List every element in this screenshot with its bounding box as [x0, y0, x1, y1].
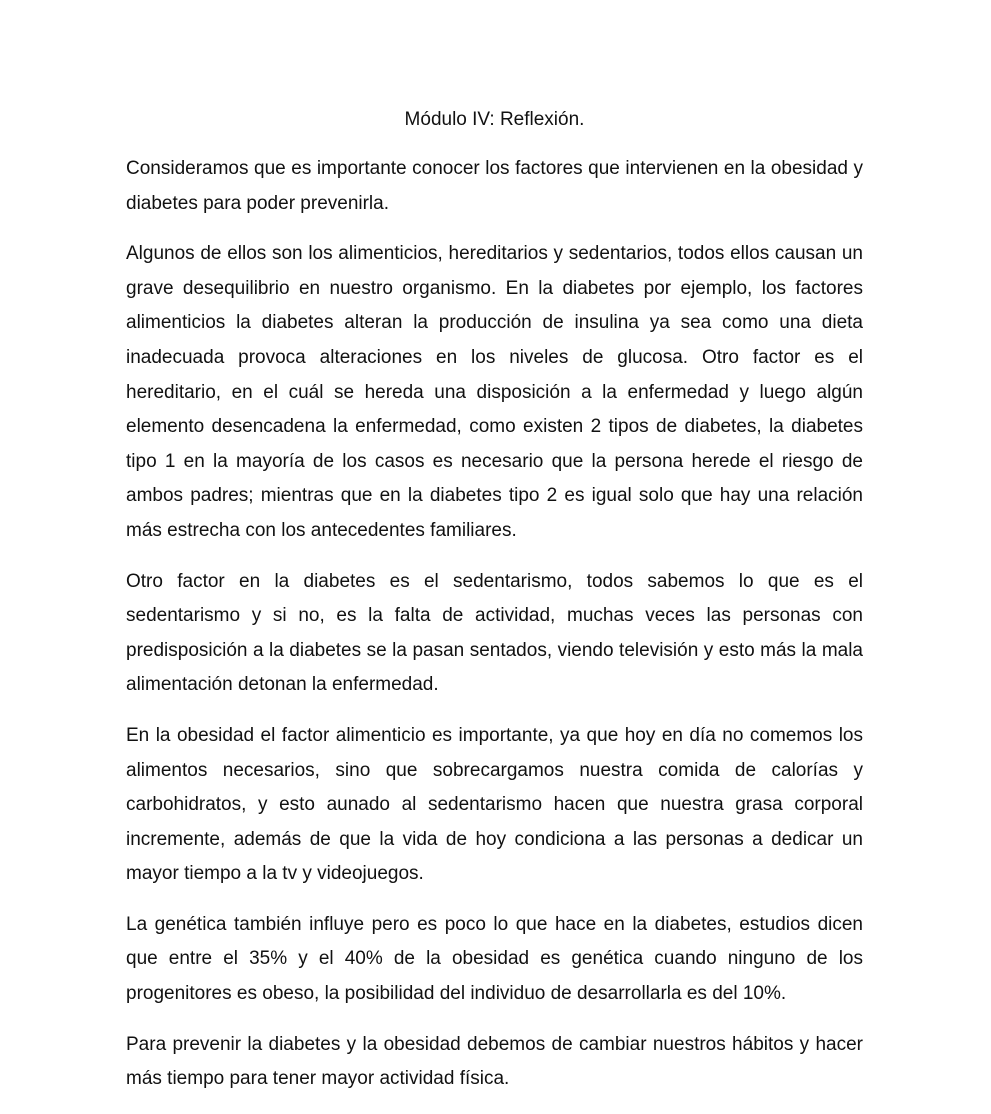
paragraph-factors: Algunos de ellos son los alimenticios, hereditarios y sedentarios, todos ellos causan un grave desequilibrio en nuestro organismo. En la diabetes por ejemplo, los factores alimenticios la diabetes alteran la producción de insulina ya sea como una dieta inadecuada provoca alteraciones en los niveles de glucosa. Otro factor es el hereditario, en el cuál se hereda una disposición a la enfermedad y luego algún elemento desencadena la enfermedad, como existen 2 tipos de diabetes, la diabetes tipo 1 en la mayoría de los casos es necesario que la persona herede el riesgo de ambos padres; mientras que en la diabetes tipo 2 es igual solo que hay una relación más estrecha con los antecedentes familiares.: [126, 243, 863, 541]
paragraph-sedentarism: Otro factor en la diabetes es el sedentarismo, todos sabemos lo que es el sedentarismo y si no, es la falta de actividad, muchas veces las personas con predisposición a la diabetes se la pasan sentados, viendo televisión y esto más la mala alimentación detonan la enfermedad.: [126, 570, 863, 696]
paragraph-prevention: Para prevenir la diabetes y la obesidad debemos de cambiar nuestros hábitos y hacer más tiempo para tener mayor actividad física.: [126, 1033, 863, 1090]
paragraph-genetics: La genética también influye pero es poco lo que hace en la diabetes, estudios dicen que entre el 35% y el 40% de la obesidad es genética cuando ninguno de los progenitores es obeso, la posibilidad del individuo de desarrollarla es del 10%.: [126, 913, 863, 1005]
document-title: Módulo IV: Reflexión.: [404, 109, 585, 130]
paragraph-intro: Consideramos que es importante conocer los factores que intervienen en la obesidad y diabetes para poder prevenirla.: [126, 158, 863, 214]
paragraph-obesity: En la obesidad el factor alimenticio es importante, ya que hoy en día no comemos los alimentos necesarios, sino que sobrecargamos nuestra comida de calorías y carbohidratos, y esto aunado al sedentarismo hacen que nuestra grasa corporal incremente, además de que la vida de hoy condiciona a las personas a dedicar un mayor tiempo a la tv y videojuegos.: [126, 724, 863, 885]
document-page: [126, 104, 863, 1113]
